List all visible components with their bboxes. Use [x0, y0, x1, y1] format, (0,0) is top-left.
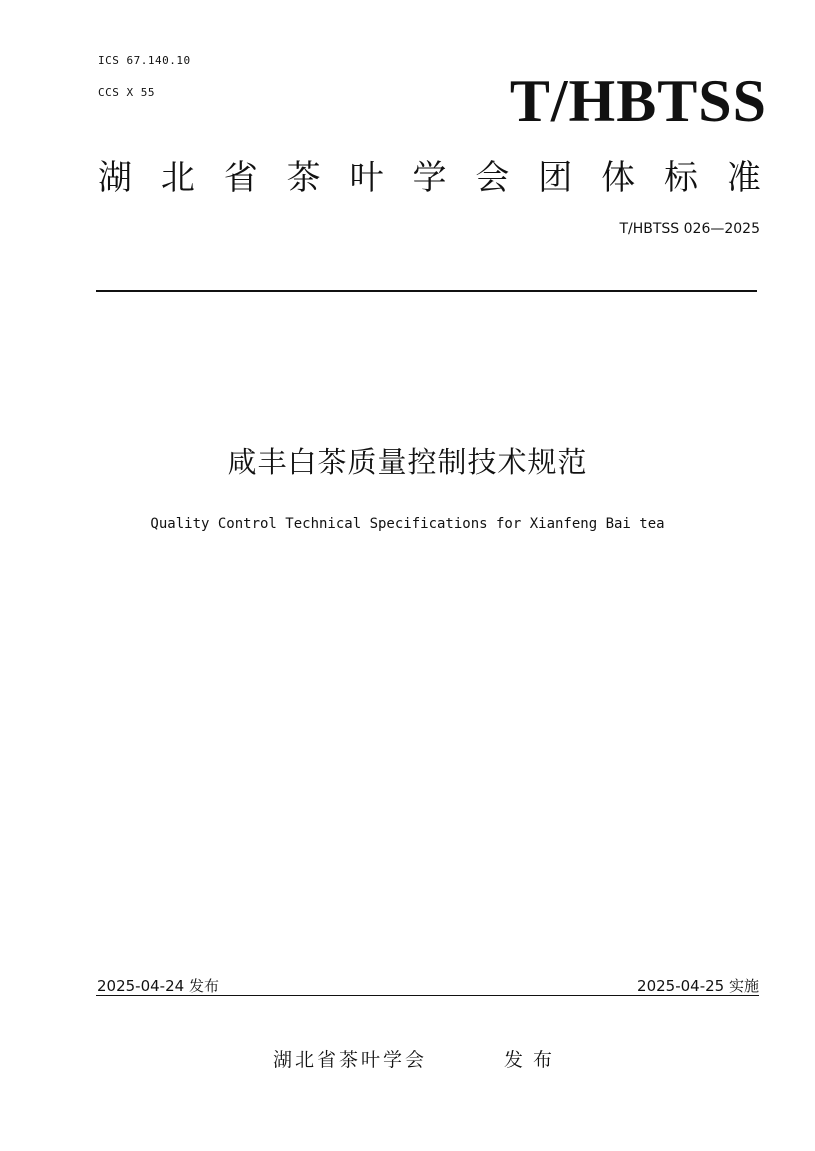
publish-date: 2025-04-24 发布	[97, 977, 219, 995]
document-title-english: Quality Control Technical Specifications for Xianfeng Bai tea	[150, 516, 665, 532]
header-divider	[96, 290, 757, 292]
org-title-char: 省	[223, 158, 258, 198]
publish-label: 发布	[504, 1049, 563, 1071]
org-title-char: 准	[726, 158, 761, 198]
document-title-chinese: 咸丰白茶质量控制技术规范	[227, 445, 588, 479]
publisher-name: 湖北省茶叶学会	[273, 1049, 428, 1071]
org-title-char: 叶	[349, 158, 384, 198]
org-title-char: 团	[538, 158, 573, 198]
implementation-date: 2025-04-25 实施	[637, 977, 759, 995]
org-title-char: 标	[664, 158, 699, 198]
ccs-code: CCS X 55	[98, 86, 155, 99]
org-title-char: 北	[160, 158, 195, 198]
ics-code: ICS 67.140.10	[98, 54, 191, 67]
org-title-char: 茶	[286, 158, 321, 198]
footer-divider	[96, 995, 759, 996]
standard-number: T/HBTSS 026—2025	[619, 221, 760, 237]
org-title-char: 湖	[98, 158, 132, 198]
org-title-char: 会	[475, 158, 510, 198]
organization-standard-title	[98, 158, 761, 198]
standard-brand-mark: T/HBTSS	[509, 68, 767, 134]
org-title-char: 体	[601, 158, 636, 198]
org-title-char: 学	[412, 158, 447, 198]
